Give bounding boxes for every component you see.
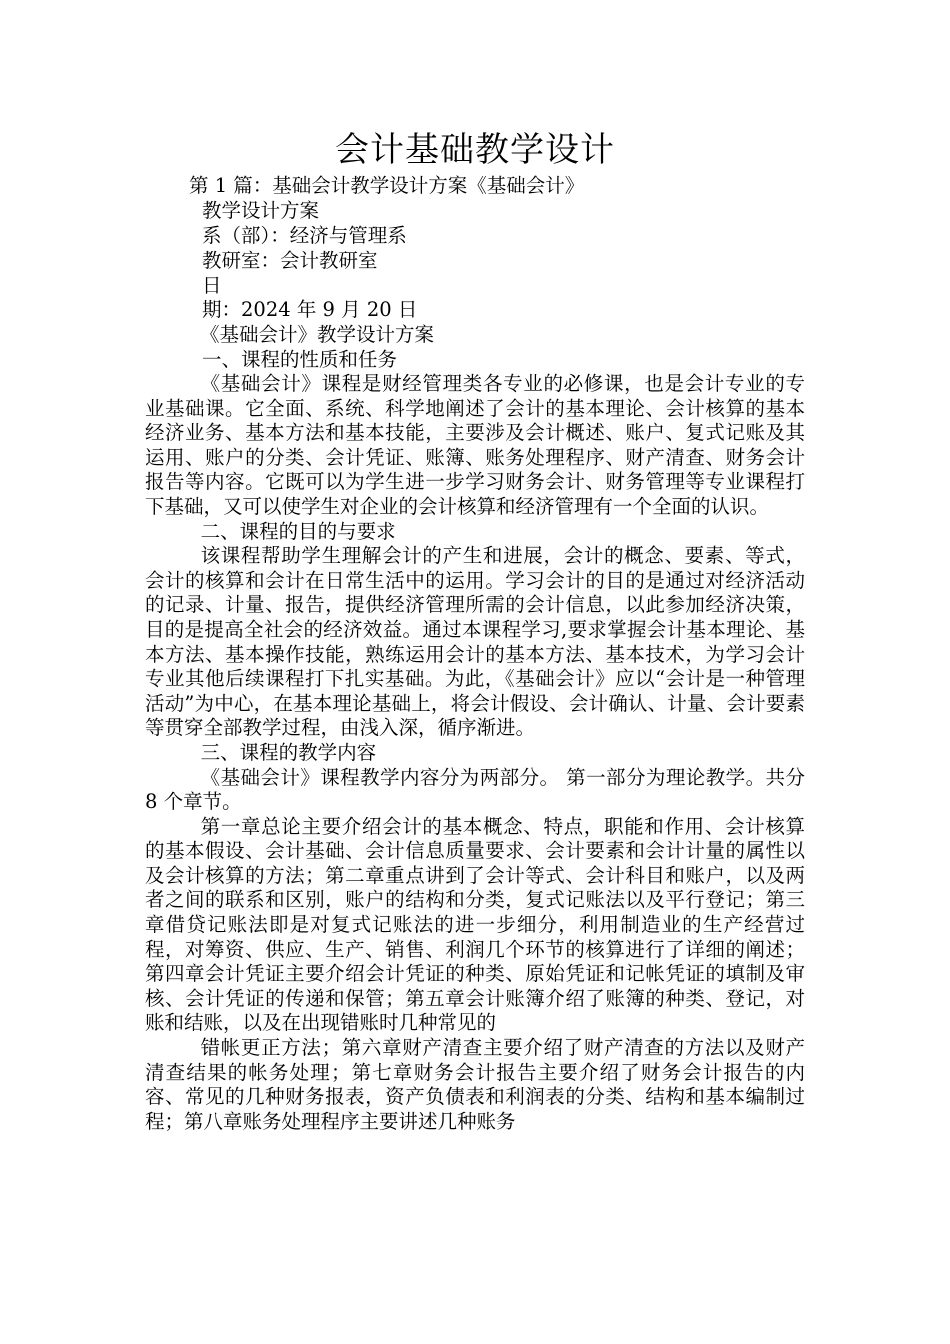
office-line: 教研室：会计教研室 [202, 249, 378, 272]
section-2-heading: 二、课程的目的与要求 [200, 519, 396, 543]
date-label-line: 日 [202, 274, 222, 297]
document-title: 会计基础教学设计 [335, 130, 615, 170]
section-3-paragraph-2: 第一章总论主要介绍会计的基本概念、特点，职能和作用、会计核算的基本假设、会计基础、会计信息质量要求、会计要素和会计计量的属性以及会计核算的方法；第二章重点讲到了会计等式、会计科目和账户，以及两者之间的联系和区别，账户的结构和分类，复式记账法以及平行登记；第三章借贷记账法即是对复式记账法的进一步细分，利用制造业的生产经营过程，对筹资、供应、生产、销售、利润几个环节的核算进行了详细的阐述；第四章会计凭证主要介绍会计凭证的种类、原始凭证和记帐凭证的填制及审核、会计凭证的传递和保管；第五章会计账簿介绍了账簿的种类、登记，对账和结账，以及在出现错账时几种常见的 [145, 814, 805, 1035]
department-line: 系（部）：经济与管理系 [202, 224, 407, 247]
chapter-title-line: 第 1 篇：基础会计教学设计方案《基础会计》 [189, 174, 585, 197]
date-line: 期：2024 年 9 月 20 日 [202, 298, 418, 321]
document-body [145, 372, 805, 1134]
section-2-paragraph: 该课程帮助学生理解会计的产生和进展，会计的概念、要素、等式，会计的核算和会计在日常生活中的运用。学习会计的目的是通过对经济活动的记录、计量、报告，提供经济管理所需的会计信息，以此参加经济决策，目的是提高全社会的经济效益。通过本课程学习,要求掌握会计基本理论、基本方法、基本操作技能，熟练运用会计的基本方法、基本技术，为学习会计专业其他后续课程打下扎实基础。为此，《基础会计》应以“会计是一种管理活动”为中心，在基本理论基础上，将会计假设、会计确认、计量、会计要素等贯穿全部教学过程，由浅入深，循序渐进。 [145, 544, 805, 740]
section-1-heading: 一、课程的性质和任务 [202, 348, 398, 371]
section-3-paragraph-1: 《基础会计》课程教学内容分为两部分。 第一部分为理论教学。共分 8 个章节。 [145, 765, 805, 814]
section-1-paragraph: 《基础会计》课程是财经管理类各专业的必修课，也是会计专业的专业基础课。它全面、系统、科学地阐述了会计的基本理论、会计核算的基本经济业务、基本方法和基本技能，主要涉及会计概述、账户、复式记账及其运用、账户的分类、会计凭证、账簿、账务处理程序、财产清查、财务会计报告等内容。它既可以为学生进一步学习财务会计、财务管理等专业课程打下基础，又可以使学生对企业的会计核算和经济管理有一个全面的认识。 [145, 372, 805, 518]
section-3-paragraph-3: 错帐更正方法；第六章财产清查主要介绍了财产清查的方法以及财产清查结果的帐务处理；第七章财务会计报告主要介绍了财务会计报告的内容、常见的几种财务报表，资产负债表和利润表的分类、结构和基本编制过程；第八章账务处理程序主要讲述几种账务 [145, 1036, 805, 1133]
plan-title-line: 《基础会计》教学设计方案 [200, 323, 435, 346]
design-plan-line: 教学设计方案 [202, 199, 320, 222]
section-3-heading: 三、课程的教学内容 [200, 740, 377, 764]
